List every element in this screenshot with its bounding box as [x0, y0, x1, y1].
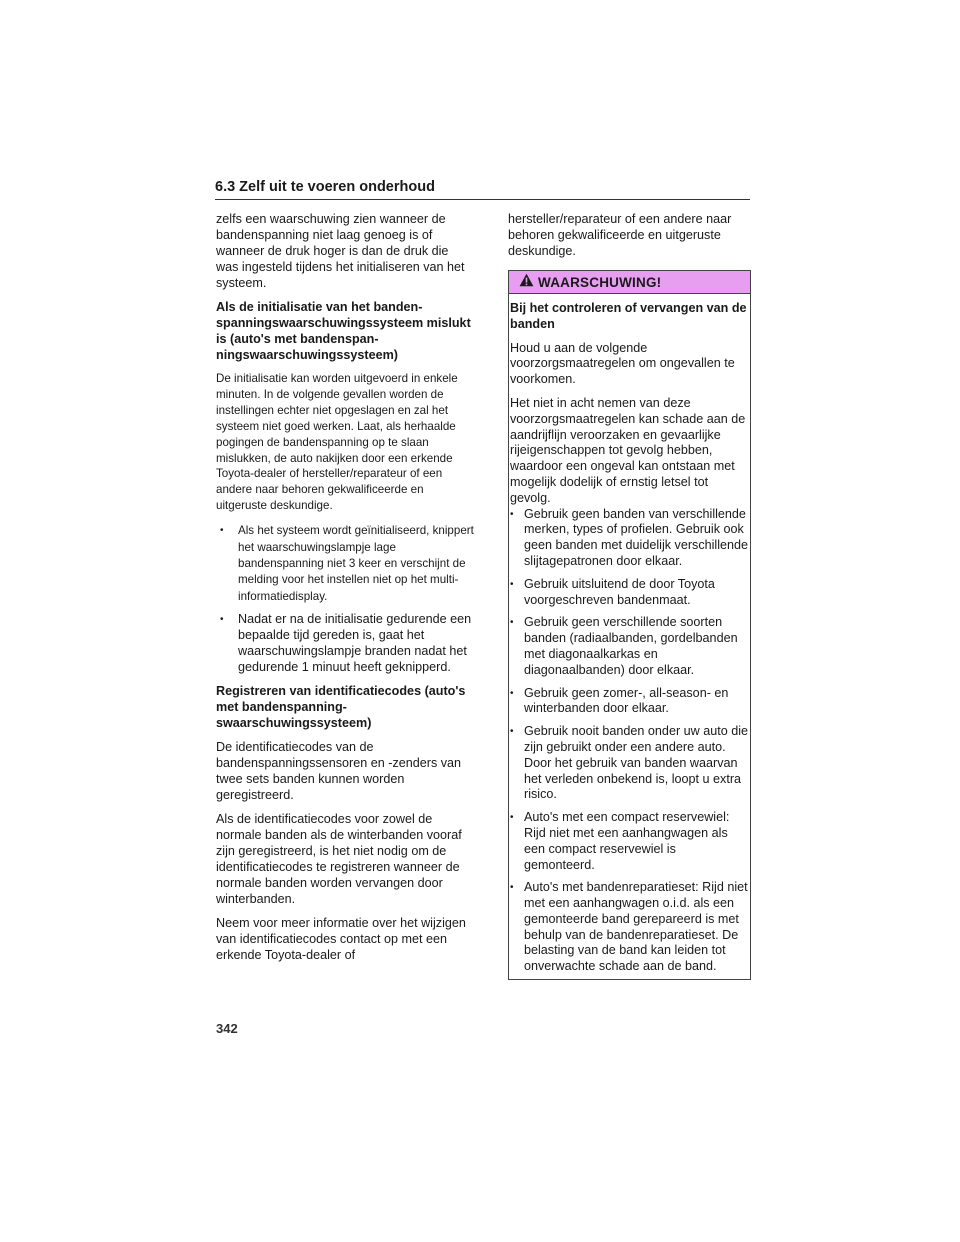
warning-title: WAARSCHUWING! [538, 274, 662, 290]
list-item: • Gebruik geen zomer-, all-season- en winterbanden door elkaar. [510, 686, 749, 718]
heading-initialisation-failed: Als de initialisatie van het banden-spanningswaarschuwingssysteem mislukt is (auto's met bandenspan-ningswaarschuwingssysteem) [216, 300, 471, 362]
page-number: 342 [216, 1021, 238, 1036]
heading-register-codes: Registreren van identificatiecodes (auto's met bandenspanning-swaarschuwingssysteem) [216, 684, 466, 731]
register-paragraph-2: Als de identificatiecodes voor zowel de normale banden als de winterbanden vooraf zijn geregistreerd, is het niet nodig om de identificatiecodes te registreren wanneer de normale banden worden vervangen door winterbanden. [216, 812, 462, 907]
initialisation-bullet-list [216, 523, 474, 675]
register-paragraph-3: Neem voor meer informatie over het wijzigen van identificatiecodes contact op met een erkende Toyota-dealer of [216, 916, 466, 963]
list-item: • Gebruik geen banden van verschillende merken, types of profielen. Gebruik ook geen banden met duidelijk verschillende slijtagepatronen door elkaar. [510, 507, 749, 570]
register-paragraph-1: De identificatiecodes van de bandenspanningssensoren en -zenders van twee sets banden kunnen worden geregistreerd. [216, 740, 462, 803]
warning-heading: Bij het controleren of vervangen van de banden [510, 301, 747, 331]
warning-bullet-list [510, 507, 749, 976]
section-header [215, 178, 750, 200]
list-item: • Gebruik geen verschillende soorten banden (radiaalbanden, gordelbanden met diagonaalkarkas en diagonaalbanden) door elkaar. [510, 615, 749, 678]
list-item: • Auto's met bandenreparatieset: Rijd niet met een aanhangwagen o.i.d. als een gemonteerde band gerepareerd is met behulp van de bandenreparatieset. De belasting van de band kan leiden tot onverwachte schade aan de band. [510, 880, 749, 975]
warning-paragraph-1: Houd u aan de volgende voorzorgsmaatregelen om ongevallen te voorkomen. [510, 340, 735, 387]
section-title: 6.3 Zelf uit te voeren onderhoud [215, 179, 435, 195]
list-item: • Auto's met een compact reservewiel: Rijd niet met een aanhangwagen als een compact reservewiel is gemonteerd. [510, 810, 749, 873]
left-column [216, 211, 474, 963]
right-column [508, 211, 752, 259]
initialisation-paragraph: De initialisatie kan worden uitgevoerd in enkele minuten. In de volgende gevallen worden de instellingen echter niet opgeslagen en zal het systeem niet goed werken. Laat, als herhaalde pogingen de bandenspanning op te slaan mislukken, de auto nakijken door een erkende Toyota-dealer of hersteller/reparateur of een andere naar behoren gekwalificeerde en uitgeruste deskundige. [216, 372, 458, 513]
list-item: • Gebruik nooit banden onder uw auto die zijn gebruikt onder een andere auto. Door het gebruik van banden waarvan het verleden onbekend is, loopt u extra risico. [510, 724, 749, 803]
warning-box [508, 270, 751, 980]
warning-triangle-icon [519, 273, 534, 292]
warning-header [509, 271, 750, 294]
list-item: • Als het systeem wordt geïnitialiseerd, knippert het waarschuwingslampje lage bandenspanning niet 3 keer en verschijnt de melding voor het instellen niet op het multi-informatiedisplay. [216, 523, 474, 605]
warning-paragraph-2: Het niet in acht nemen van deze voorzorgsmaatregelen kan schade aan de aandrijflijn veroorzaken en gevaarlijke rijeigenschappen tot gevolg hebben, waardoor een ongeval kan ontstaan met mogelijk dodelijk of ernstig letsel tot gevolg. [510, 395, 746, 505]
left-intro: zelfs een waarschuwing zien wanneer de bandenspanning niet laag genoeg is of wanneer de druk hoger is dan de druk die was ingesteld tijdens het initialiseren van het systeem. [216, 212, 465, 290]
right-intro: hersteller/reparateur of een andere naar behoren gekwalificeerde en uitgeruste deskundige. [508, 212, 732, 258]
warning-body [509, 294, 750, 975]
list-item: • Nadat er na de initialisatie gedurende een bepaalde tijd gereden is, gaat het waarschuwingslampje branden nadat het gedurende 1 minuut heeft geknipperd. [216, 612, 474, 675]
list-item: • Gebruik uitsluitend de door Toyota voorgeschreven bandenmaat. [510, 577, 749, 609]
